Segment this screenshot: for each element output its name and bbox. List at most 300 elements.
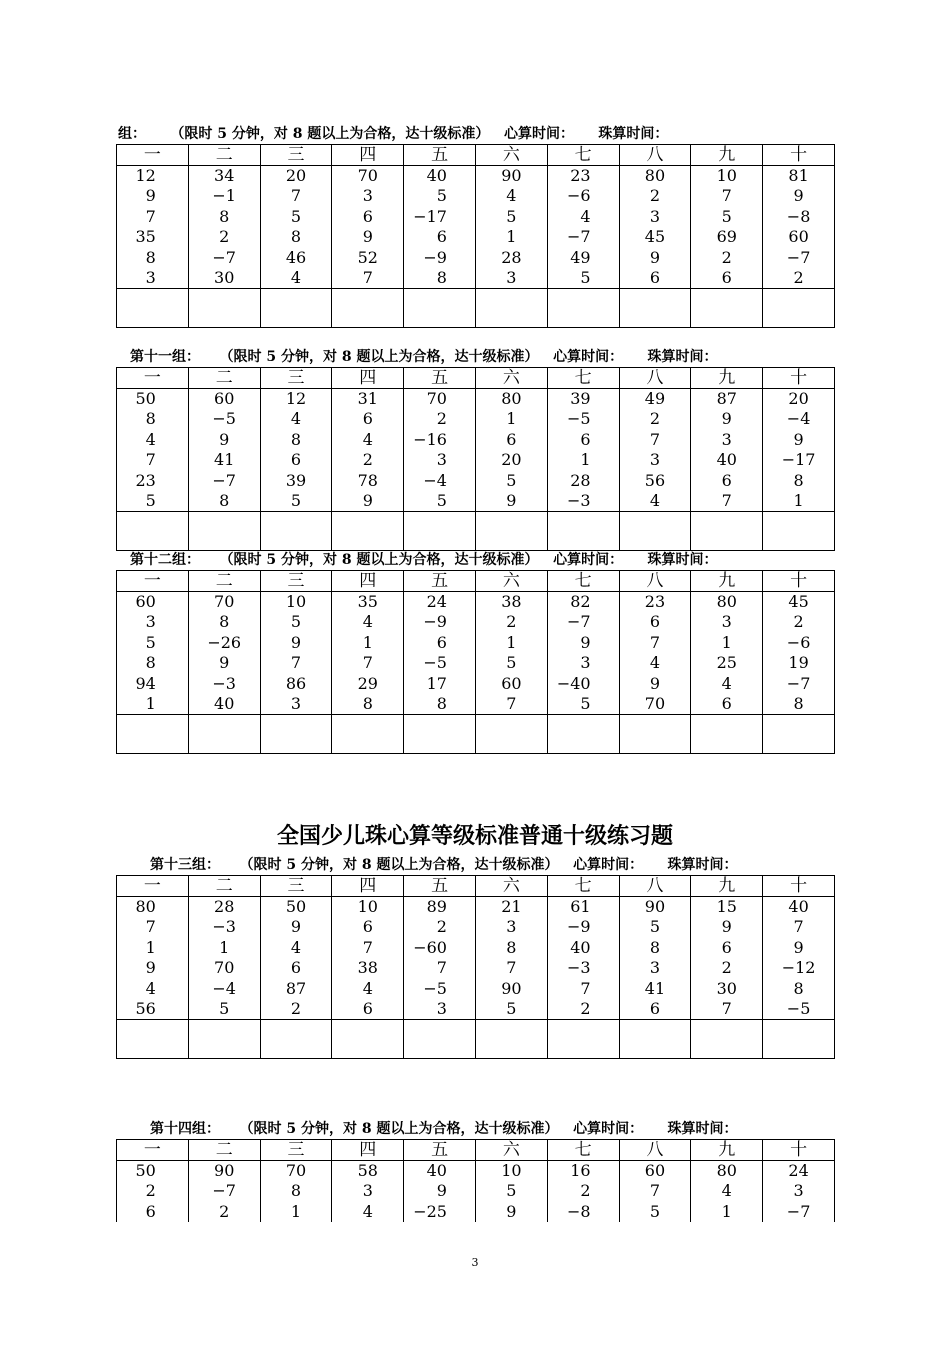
column-header: 二 xyxy=(188,1140,260,1161)
answer-cell[interactable] xyxy=(547,1020,619,1059)
problem-column xyxy=(763,389,835,512)
operand: 20 xyxy=(285,166,307,185)
operand: 2 xyxy=(649,186,661,206)
operand: 6 xyxy=(506,429,517,449)
operand: 7 xyxy=(290,653,302,673)
operand: 21 xyxy=(501,897,522,916)
operand: 10 xyxy=(501,1161,522,1180)
answer-cell[interactable] xyxy=(619,1020,691,1059)
operand: −8 xyxy=(786,206,811,226)
problem-column xyxy=(260,897,332,1020)
answer-cell[interactable] xyxy=(188,289,260,328)
operand: 6 xyxy=(649,612,661,632)
column-header: 六 xyxy=(475,571,547,592)
answer-cell[interactable] xyxy=(475,715,547,754)
operand: 80 xyxy=(644,166,666,185)
operand: 5 xyxy=(145,632,156,652)
operand: 4 xyxy=(362,1201,373,1221)
operand: 82 xyxy=(570,592,591,611)
operand: −60 xyxy=(413,937,447,957)
operand: 61 xyxy=(570,897,591,916)
column-header-row xyxy=(117,145,835,166)
operand: 8 xyxy=(145,409,156,429)
answer-cell[interactable] xyxy=(475,289,547,328)
column-header: 九 xyxy=(691,145,763,166)
operand: −4 xyxy=(423,470,447,490)
operand: 6 xyxy=(580,429,591,449)
operand: 49 xyxy=(570,247,591,267)
answer-cell[interactable] xyxy=(404,715,476,754)
operand: 7 xyxy=(721,490,732,510)
problem-column xyxy=(404,592,476,715)
operand: 24 xyxy=(426,592,447,611)
operand: 5 xyxy=(290,206,302,226)
problem-column xyxy=(404,897,476,1020)
operand: 31 xyxy=(357,389,378,408)
answer-cell[interactable] xyxy=(332,289,404,328)
operand: 23 xyxy=(135,470,156,490)
operand: 5 xyxy=(506,653,517,673)
problem-column xyxy=(547,592,619,715)
answer-cell[interactable] xyxy=(260,512,332,551)
operand: 28 xyxy=(570,470,591,490)
operand: 87 xyxy=(716,389,737,408)
column-header: 七 xyxy=(547,571,619,592)
answer-cell[interactable] xyxy=(117,289,189,328)
operand: 2 xyxy=(580,998,591,1018)
column-header: 一 xyxy=(117,876,189,897)
column-header: 二 xyxy=(188,571,260,592)
operand: −7 xyxy=(212,247,236,267)
operand: 40 xyxy=(716,450,737,470)
column-header-row xyxy=(117,571,835,592)
operand: 3 xyxy=(145,267,156,287)
operand: −7 xyxy=(786,247,811,267)
answer-cell[interactable] xyxy=(475,1020,547,1059)
column-header: 二 xyxy=(188,145,260,166)
problem-column xyxy=(619,389,691,512)
operand: 6 xyxy=(721,470,732,490)
column-header: 四 xyxy=(332,876,404,897)
operand: 6 xyxy=(290,450,302,470)
operand: 5 xyxy=(145,490,156,510)
operand: 70 xyxy=(357,166,378,185)
operand: 1 xyxy=(721,632,732,652)
operand: 6 xyxy=(145,1201,156,1221)
operand: 7 xyxy=(506,693,517,713)
numbers-row xyxy=(117,389,835,512)
column-header-row xyxy=(117,876,835,897)
answer-cell[interactable] xyxy=(117,1020,189,1059)
column-header: 九 xyxy=(691,1140,763,1161)
operand: 10 xyxy=(357,897,378,916)
operand: 41 xyxy=(644,978,666,998)
operand: 30 xyxy=(716,978,737,998)
column-header: 十 xyxy=(763,876,835,897)
operand: −16 xyxy=(413,429,447,449)
problem-column xyxy=(547,1161,619,1223)
numbers-row xyxy=(117,166,835,289)
exercise-table xyxy=(116,144,835,328)
operand: 5 xyxy=(436,490,447,510)
operand: 1 xyxy=(506,409,517,429)
operand: 50 xyxy=(135,389,156,408)
operand: 9 xyxy=(721,917,732,937)
operand: 7 xyxy=(362,937,373,957)
column-header: 八 xyxy=(619,571,691,592)
operand: 2 xyxy=(290,998,302,1018)
operand: 4 xyxy=(721,673,732,693)
operand: 12 xyxy=(285,389,307,408)
operand: 5 xyxy=(506,998,517,1018)
operand: 3 xyxy=(436,998,447,1018)
operand: −26 xyxy=(207,632,242,652)
operand: −7 xyxy=(212,1181,236,1201)
problem-column xyxy=(763,166,835,289)
column-header: 一 xyxy=(117,571,189,592)
operand: 2 xyxy=(721,247,732,267)
problem-column xyxy=(404,1161,476,1223)
operand: 60 xyxy=(135,592,156,611)
operand: 24 xyxy=(788,1161,809,1180)
operand: 6 xyxy=(649,998,661,1018)
operand: 5 xyxy=(649,1201,661,1221)
answer-cell[interactable] xyxy=(619,715,691,754)
operand: 89 xyxy=(426,897,447,916)
operand: 80 xyxy=(716,1161,737,1180)
problem-column xyxy=(332,389,404,512)
operand: 7 xyxy=(649,429,661,449)
operand: 86 xyxy=(285,673,307,693)
operand: −17 xyxy=(781,450,816,470)
operand: 4 xyxy=(649,490,661,510)
operand: 6 xyxy=(721,267,732,287)
column-header: 二 xyxy=(188,876,260,897)
column-header: 六 xyxy=(475,876,547,897)
operand: 28 xyxy=(214,897,235,916)
problem-column xyxy=(188,1161,260,1223)
problem-column xyxy=(619,1161,691,1223)
operand: 8 xyxy=(290,227,302,247)
problem-column xyxy=(475,592,547,715)
operand: 6 xyxy=(362,917,373,937)
operand: 1 xyxy=(219,937,230,957)
answer-cell[interactable] xyxy=(763,1020,835,1059)
operand: 39 xyxy=(285,470,307,490)
operand: −25 xyxy=(413,1201,447,1221)
operand: −4 xyxy=(212,978,236,998)
operand: 4 xyxy=(290,409,302,429)
operand: 6 xyxy=(436,227,447,247)
operand: 7 xyxy=(580,978,591,998)
operand: 8 xyxy=(290,429,302,449)
problem-column xyxy=(619,897,691,1020)
operand: 7 xyxy=(145,450,156,470)
answer-cell[interactable] xyxy=(619,512,691,551)
operand: 56 xyxy=(135,998,156,1018)
group-header: 组： （限时 5 分钟，对 8 题以上为合格，达十级标准） 心算时间： 珠算时间： xyxy=(118,126,669,142)
operand: 16 xyxy=(570,1161,591,1180)
group-header: 第十一组： （限时 5 分钟，对 8 题以上为合格，达十级标准） 心算时间： 珠算时间： xyxy=(130,349,718,365)
operand: −6 xyxy=(566,186,591,206)
operand: −17 xyxy=(413,206,447,226)
answer-cell[interactable] xyxy=(332,512,404,551)
problem-column xyxy=(117,897,189,1020)
operand: 56 xyxy=(644,470,666,490)
operand: 90 xyxy=(501,166,522,185)
operand: 45 xyxy=(788,592,809,611)
problem-column xyxy=(260,1161,332,1223)
column-header: 四 xyxy=(332,571,404,592)
problem-column xyxy=(188,897,260,1020)
answer-cell[interactable] xyxy=(691,715,763,754)
column-header: 五 xyxy=(404,876,476,897)
operand: −6 xyxy=(786,632,811,652)
answer-cell[interactable] xyxy=(260,1020,332,1059)
answer-row xyxy=(117,289,835,328)
operand: 9 xyxy=(649,673,661,693)
operand: 5 xyxy=(649,917,661,937)
operand: 70 xyxy=(214,592,235,611)
problem-column xyxy=(547,166,619,289)
operand: 2 xyxy=(793,267,804,287)
operand: −3 xyxy=(566,958,591,978)
operand: 1 xyxy=(506,632,517,652)
operand: 9 xyxy=(290,632,302,652)
operand: 60 xyxy=(214,389,235,408)
column-header: 七 xyxy=(547,368,619,389)
operand: 87 xyxy=(285,978,307,998)
operand: 3 xyxy=(362,1181,373,1201)
problem-column xyxy=(260,166,332,289)
operand: 8 xyxy=(145,247,156,267)
column-header: 八 xyxy=(619,368,691,389)
answer-cell[interactable] xyxy=(547,715,619,754)
operand: 29 xyxy=(357,673,378,693)
group-header: 第十三组： （限时 5 分钟，对 8 题以上为合格，达十级标准） 心算时间： 珠算时间： xyxy=(150,857,738,873)
operand: 9 xyxy=(436,1181,447,1201)
operand: −5 xyxy=(423,653,447,673)
answer-cell[interactable] xyxy=(404,1020,476,1059)
operand: 4 xyxy=(580,206,591,226)
operand: −5 xyxy=(212,409,236,429)
operand: 70 xyxy=(214,958,235,978)
operand: 19 xyxy=(788,653,809,673)
operand: 3 xyxy=(649,958,661,978)
operand: 80 xyxy=(135,897,156,916)
column-header: 四 xyxy=(332,145,404,166)
problem-column xyxy=(475,389,547,512)
operand: 80 xyxy=(501,389,522,408)
column-header: 九 xyxy=(691,571,763,592)
problem-column xyxy=(763,897,835,1020)
operand: 5 xyxy=(436,186,447,206)
operand: 40 xyxy=(570,937,591,957)
operand: 1 xyxy=(793,490,804,510)
operand: 4 xyxy=(362,612,373,632)
operand: 7 xyxy=(145,917,156,937)
operand: 38 xyxy=(501,592,522,611)
operand: 4 xyxy=(290,267,302,287)
operand: 3 xyxy=(580,653,591,673)
operand: 40 xyxy=(426,166,447,185)
operand: 38 xyxy=(357,958,378,978)
operand: 40 xyxy=(788,897,809,916)
operand: 6 xyxy=(649,267,661,287)
operand: 39 xyxy=(570,389,591,408)
operand: 40 xyxy=(214,693,235,713)
operand: 15 xyxy=(716,897,737,916)
answer-cell[interactable] xyxy=(547,289,619,328)
answer-cell[interactable] xyxy=(332,715,404,754)
operand: 6 xyxy=(436,632,447,652)
operand: 45 xyxy=(644,227,666,247)
operand: 35 xyxy=(357,592,378,611)
operand: 46 xyxy=(285,247,307,267)
operand: 70 xyxy=(426,389,447,408)
answer-cell[interactable] xyxy=(404,512,476,551)
answer-cell[interactable] xyxy=(117,715,189,754)
answer-cell[interactable] xyxy=(763,289,835,328)
answer-cell[interactable] xyxy=(475,512,547,551)
answer-cell[interactable] xyxy=(619,289,691,328)
operand: 41 xyxy=(214,450,235,470)
answer-cell[interactable] xyxy=(763,512,835,551)
column-header: 二 xyxy=(188,368,260,389)
operand: 3 xyxy=(721,429,732,449)
operand: −7 xyxy=(212,470,236,490)
operand: 1 xyxy=(721,1201,732,1221)
operand: 2 xyxy=(145,1181,156,1201)
operand: 8 xyxy=(219,612,230,632)
operand: 25 xyxy=(716,653,737,673)
operand: −1 xyxy=(212,186,236,206)
operand: −9 xyxy=(423,612,447,632)
operand: 9 xyxy=(362,490,373,510)
problem-column xyxy=(547,897,619,1020)
operand: 20 xyxy=(788,389,809,408)
answer-cell[interactable] xyxy=(691,512,763,551)
operand: −7 xyxy=(786,673,811,693)
exercise-table xyxy=(116,875,835,1059)
answer-cell[interactable] xyxy=(404,289,476,328)
operand: 5 xyxy=(721,206,732,226)
answer-cell[interactable] xyxy=(117,512,189,551)
column-header: 一 xyxy=(117,145,189,166)
operand: 70 xyxy=(644,693,666,713)
operand: 3 xyxy=(793,1181,804,1201)
answer-cell[interactable] xyxy=(332,1020,404,1059)
operand: 35 xyxy=(135,227,156,247)
answer-cell[interactable] xyxy=(188,512,260,551)
operand: 5 xyxy=(580,693,591,713)
operand: 2 xyxy=(793,612,804,632)
column-header: 三 xyxy=(260,1140,332,1161)
problem-column xyxy=(619,592,691,715)
operand: 3 xyxy=(362,186,373,206)
column-header: 七 xyxy=(547,145,619,166)
page-title: 全国少儿珠心算等级标准普通十级练习题 xyxy=(276,824,673,849)
operand: 1 xyxy=(145,693,156,713)
operand: 7 xyxy=(721,998,732,1018)
problem-column xyxy=(332,1161,404,1223)
problem-column xyxy=(475,166,547,289)
column-header: 八 xyxy=(619,1140,691,1161)
operand: 69 xyxy=(716,227,737,247)
operand: 1 xyxy=(290,1201,302,1221)
operand: 3 xyxy=(436,450,447,470)
operand: 1 xyxy=(362,632,373,652)
operand: 6 xyxy=(290,958,302,978)
problem-column xyxy=(332,592,404,715)
operand: −7 xyxy=(566,227,591,247)
operand: 50 xyxy=(135,1161,156,1180)
operand: 1 xyxy=(145,937,156,957)
answer-row xyxy=(117,512,835,551)
answer-cell[interactable] xyxy=(691,289,763,328)
column-header: 六 xyxy=(475,145,547,166)
operand: 9 xyxy=(219,429,230,449)
operand: 2 xyxy=(436,409,447,429)
problem-column xyxy=(404,389,476,512)
operand: 8 xyxy=(219,490,230,510)
operand: 7 xyxy=(436,958,447,978)
operand: 7 xyxy=(721,186,732,206)
operand: 5 xyxy=(219,998,230,1018)
operand: 34 xyxy=(214,166,235,185)
column-header: 十 xyxy=(763,145,835,166)
operand: 58 xyxy=(357,1161,378,1180)
operand: 8 xyxy=(793,693,804,713)
problem-column xyxy=(260,389,332,512)
problem-column xyxy=(547,389,619,512)
answer-cell[interactable] xyxy=(691,1020,763,1059)
column-header: 四 xyxy=(332,1140,404,1161)
column-header: 十 xyxy=(763,368,835,389)
operand: 5 xyxy=(506,470,517,490)
column-header: 五 xyxy=(404,368,476,389)
operand: 5 xyxy=(290,490,302,510)
operand: 7 xyxy=(290,186,302,206)
answer-cell[interactable] xyxy=(260,289,332,328)
answer-cell[interactable] xyxy=(260,715,332,754)
column-header: 三 xyxy=(260,145,332,166)
operand: −9 xyxy=(423,247,447,267)
answer-cell[interactable] xyxy=(188,715,260,754)
operand: 4 xyxy=(145,978,156,998)
problem-column xyxy=(117,166,189,289)
operand: 7 xyxy=(362,653,373,673)
operand: 2 xyxy=(649,409,661,429)
operand: 8 xyxy=(219,206,230,226)
operand: 8 xyxy=(290,1181,302,1201)
problem-column xyxy=(691,897,763,1020)
answer-cell[interactable] xyxy=(188,1020,260,1059)
operand: 2 xyxy=(219,1201,230,1221)
operand: 9 xyxy=(793,937,804,957)
answer-cell[interactable] xyxy=(547,512,619,551)
operand: −8 xyxy=(566,1201,591,1221)
operand: 3 xyxy=(506,267,517,287)
exercise-table xyxy=(116,367,835,551)
answer-cell[interactable] xyxy=(763,715,835,754)
operand: 2 xyxy=(436,917,447,937)
operand: 17 xyxy=(426,673,447,693)
column-header: 六 xyxy=(475,1140,547,1161)
problem-column xyxy=(763,1161,835,1223)
column-header-row xyxy=(117,368,835,389)
problem-column xyxy=(188,389,260,512)
